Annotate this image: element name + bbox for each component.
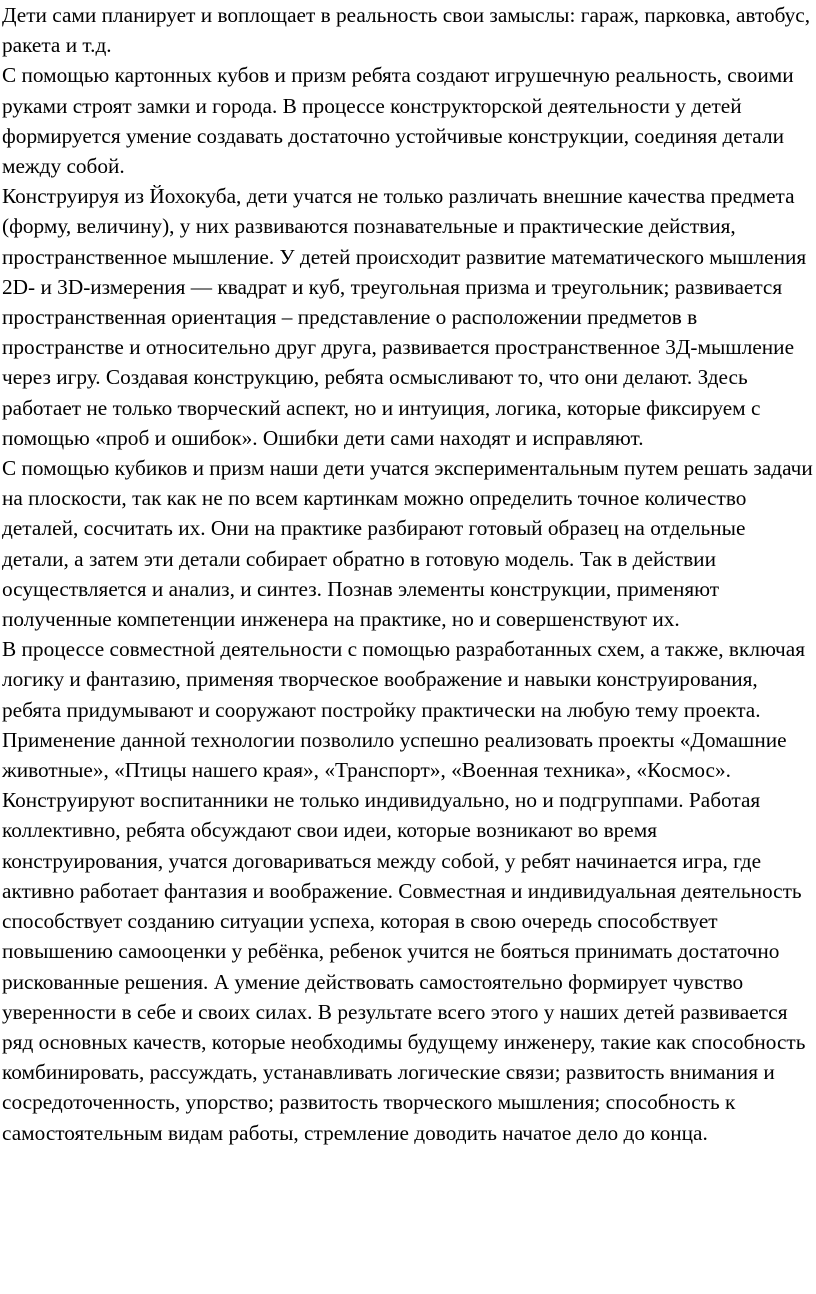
paragraph-joint-activity: В процессе совместной деятельности с помощью разработанных схем, а также, включая логику и фантазию, применяя творческое воображение и навыки конструирования, ребята придумывают и сооружают постройку практически на любую тему проекта. Применение данной технологии позволило успешно реализовать проекты «Домашние животные», «Птицы нашего края», «Транспорт», «Военная техника», «Космос».	[2, 637, 806, 783]
paragraph-group-work: Конструируют воспитанники не только индивидуально, но и подгруппами. Работая коллективно, ребята обсуждают свои идеи, которые возникают во время конструирования, учатся договариваться между собой, у ребят начинается игра, где активно работает фантазия и воображение. Совместная и индивидуальная деятельность способствует созданию ситуации успеха, которая в свою очередь способствует повышению самооценки у ребёнка, ребенок учится не бояться принимать достаточно рискованные решения. А умение действовать самостоятельно формирует чувство уверенности в себе и своих силах. В результате всего этого у наших детей развивается ряд основных качеств, которые необходимы будущему инженеру, такие как способность комбинировать, рассуждать, устанавливать логические связи; развитость внимания и сосредоточенность, упорство; развитость творческого мышления; способность к самостоятельным видам работы, стремление доводить начатое дело до конца.	[2, 788, 806, 1145]
paragraph-cardboard-cubes: С помощью картонных кубов и призм ребята создают игрушечную реальность, своими руками строят замки и города. В процессе конструкторской деятельности у детей формируется умение создавать достаточно устойчивые конструкции, соединяя детали между собой.	[2, 63, 794, 179]
document-body	[2, 0, 814, 1148]
paragraph-cubes-prisms: С помощью кубиков и призм наши дети учатся экспериментальным путем решать задачи на плоскости, так как не по всем картинкам можно определить точное количество деталей, сосчитать их. Они на практике разбирают готовый образец на отдельные детали, а затем эти детали собирает обратно в готовую модель. Так в действии осуществляется и анализ, и синтез. Познав элементы конструкции, применяют полученные компетенции инженера на практике, но и совершенствуют их.	[2, 456, 813, 632]
paragraph-intro: Дети сами планирует и воплощает в реальность свои замыслы: гараж, парковка, автобус, ракета и т.д.	[2, 3, 811, 58]
paragraph-yohokub: Конструируя из Йохокуба, дети учатся не только различать внешние качества предмета (форму, величину), у них развиваются познавательные и практические действия, пространственное мышление. У детей происходит развитие математического мышления 2D- и 3D-измерения — квадрат и куб, треугольная призма и треугольник; развивается пространственная ориентация – представление о расположении предметов в пространстве и относительно друг друга, развивается пространственное 3Д-мышление через игру. Создавая конструкцию, ребята осмысливают то, что они делают. Здесь работает не только творческий аспект, но и интуиция, логика, которые фиксируем с помощью «проб и ошибок». Ошибки дети сами находят и исправляют.	[2, 184, 807, 450]
